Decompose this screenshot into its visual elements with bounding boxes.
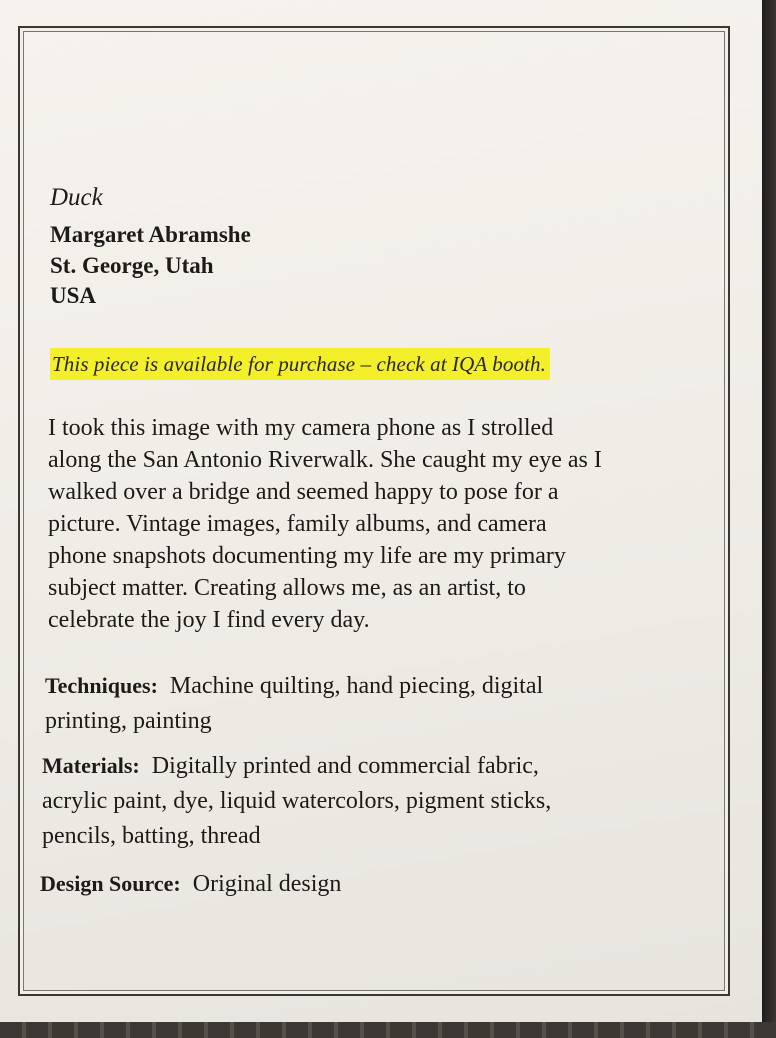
materials-label: Materials: — [42, 753, 140, 778]
statement-line: subject matter. Creating allows me, as an artist, to — [48, 575, 526, 601]
availability-notice: This piece is available for purchase – check at IQA booth. — [50, 348, 550, 380]
artist-city: St. George, Utah — [50, 253, 214, 278]
design-source-value: Original design — [192, 871, 342, 897]
design-source-label: Design Source: — [40, 871, 181, 896]
statement-line: picture. Vintage images, family albums, and camera — [48, 511, 547, 537]
background-edge-bottom — [0, 1022, 776, 1038]
techniques-value: printing, painting — [45, 708, 212, 734]
statement-line: along the San Antonio Riverwalk. She caught my eye as I — [48, 447, 602, 473]
techniques-value: Machine quilting, hand piecing, digital — [169, 673, 544, 699]
statement-line: walked over a bridge and seemed happy to pose for a — [48, 479, 559, 505]
artist-country: USA — [50, 283, 97, 308]
statement-line: celebrate the joy I find every day. — [48, 607, 370, 633]
techniques-field — [45, 668, 543, 739]
statement-line: phone snapshots documenting my life are my primary — [48, 543, 566, 569]
background-edge-right — [762, 0, 776, 1038]
materials-field — [42, 748, 551, 854]
artwork-title: Duck — [50, 184, 103, 211]
materials-value: Digitally printed and commercial fabric, — [151, 753, 539, 779]
materials-value: acrylic paint, dye, liquid watercolors, pigment sticks, — [42, 788, 552, 814]
techniques-label: Techniques: — [45, 673, 158, 698]
design-source-field — [40, 866, 341, 902]
artist-name: Margaret Abramshe — [50, 222, 251, 247]
statement-line: I took this image with my camera phone as I strolled — [48, 415, 554, 441]
artist-statement — [48, 412, 728, 636]
materials-value: pencils, batting, thread — [42, 823, 261, 849]
